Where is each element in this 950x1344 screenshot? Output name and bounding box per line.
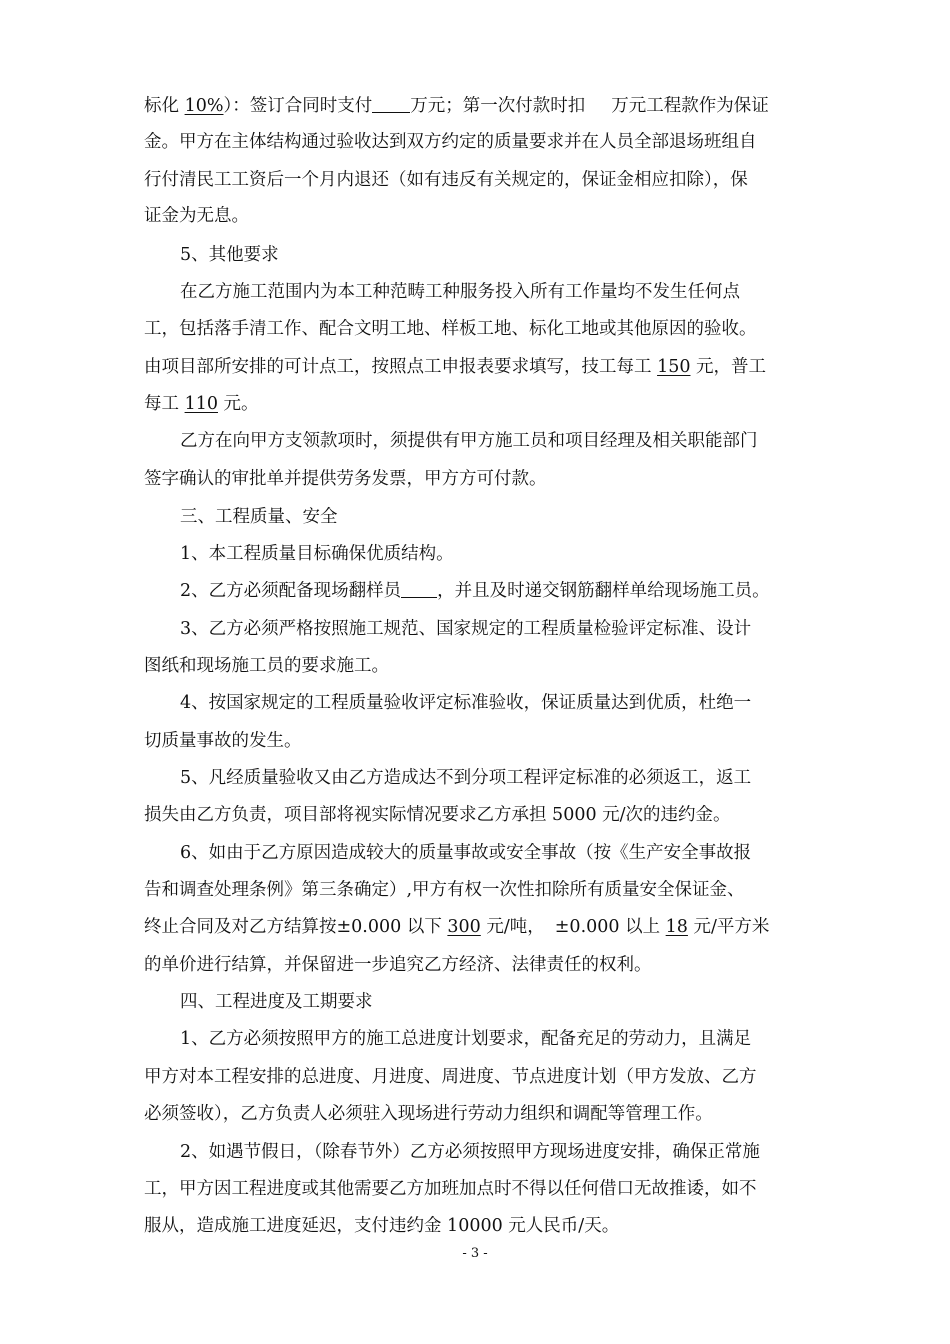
- text-line: 标化 10%）：签订合同时支付 万元；第一次付款时扣 万元工程款作为保证: [144, 96, 769, 116]
- text-line: 告和调查处理条例》第三条确定）,甲方有权一次性扣除所有质量安全保证金、: [144, 880, 745, 900]
- text-line: 损失由乙方负责，项目部将视实际情况要求乙方承担 5000 元/次的违约金。: [144, 805, 731, 825]
- list-item: 3、乙方必须严格按照施工规范、国家规定的工程质量检验评定标准、设计: [180, 619, 752, 639]
- percentage-value: 10%: [184, 96, 224, 116]
- paragraph-start: 乙方在向甲方支领款项时，须提供有甲方施工员和项目经理及相关职能部门: [180, 431, 758, 451]
- list-item: 1、乙方必须按照甲方的施工总进度计划要求，配备充足的劳动力，且满足: [180, 1029, 752, 1049]
- text-line: 由项目部所安排的可计点工，按照点工申报表要求填写，技工每工 150 元，普工: [144, 357, 767, 377]
- text-line: 图纸和现场施工员的要求施工。: [144, 656, 389, 676]
- text-line: 行付清民工工资后一个月内退还（如有违反有关规定的，保证金相应扣除），保: [144, 170, 748, 190]
- text-line: 甲方对本工程安排的总进度、月进度、周进度、节点进度计划（甲方发放、乙方: [144, 1067, 757, 1087]
- text-line: 服从，造成施工进度延迟，支付违约金 10000 元人民币/天。: [144, 1216, 620, 1236]
- text-line: 的单价进行结算，并保留进一步追究乙方经济、法律责任的权利。: [144, 955, 652, 975]
- text-line: 必须签收），乙方负责人必须驻入现场进行劳动力组织和调配等管理工作。: [144, 1104, 713, 1124]
- list-item: 4、按国家规定的工程质量验收评定标准验收，保证质量达到优质，杜绝一: [180, 693, 752, 713]
- blank-field: [401, 579, 437, 598]
- text-line: 切质量事故的发生。: [144, 731, 302, 751]
- page-number: - 3 -: [462, 1246, 488, 1261]
- text-line: 签字确认的审批单并提供劳务发票，甲方方可付款。: [144, 469, 547, 489]
- text-line: 证金为无息。: [144, 206, 249, 226]
- blank-field: [372, 94, 410, 113]
- text-line: 工，甲方因工程进度或其他需要乙方加班加点时不得以任何借口无故推诿，如不: [144, 1179, 757, 1199]
- section-heading: 三、工程质量、安全: [180, 507, 338, 527]
- skilled-rate-value: 150: [657, 357, 691, 377]
- text-line: 工，包括落手清工作、配合文明工地、样板工地、标化工地或其他原因的验收。: [144, 319, 757, 339]
- list-item: 2、如遇节假日，（除春节外）乙方必须按照甲方现场进度安排，确保正常施: [180, 1142, 760, 1162]
- list-item: 6、如由于乙方原因造成较大的质量事故或安全事故（按《生产安全事故报: [180, 843, 752, 863]
- price-below-value: 300: [447, 917, 481, 937]
- paragraph-start: 在乙方施工范围内为本工种范畴工种服务投入所有工作量均不发生任何点: [180, 282, 740, 302]
- section-heading: 四、工程进度及工期要求: [180, 992, 373, 1012]
- price-above-value: 18: [665, 917, 688, 937]
- text-line: 终止合同及对乙方结算按±0.000 以下 300 元/吨， ±0.000 以上 18 元/平方米: [144, 917, 770, 937]
- list-item: 5、凡经质量验收又由乙方造成达不到分项工程评定标准的必须返工，返工: [180, 768, 752, 788]
- section-heading: 5、其他要求: [180, 245, 279, 265]
- text-line: 金。甲方在主体结构通过验收达到双方约定的质量要求并在人员全部退场班组自: [144, 132, 757, 152]
- general-rate-value: 110: [184, 394, 218, 414]
- list-item: 1、本工程质量目标确保优质结构。: [180, 544, 454, 564]
- text-line: 每工 110 元。: [144, 394, 259, 414]
- list-item: 2、乙方必须配备现场翻样员 ，并且及时递交钢筋翻样单给现场施工员。: [180, 581, 770, 601]
